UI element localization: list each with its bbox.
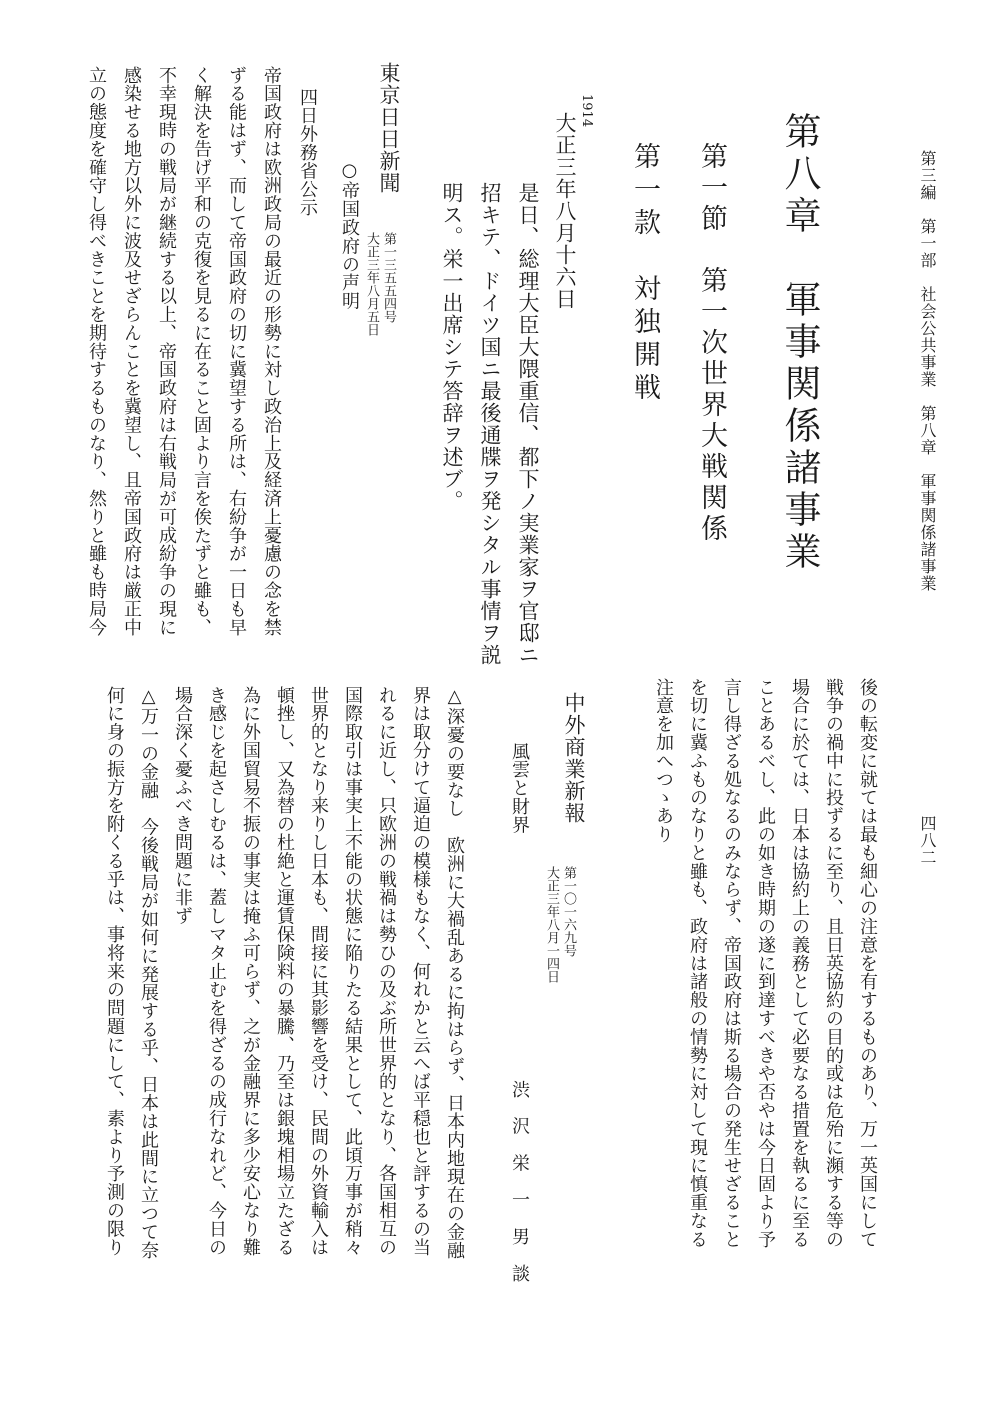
- source1-continuation-line-7: 注意を加へつゝあり: [653, 678, 674, 844]
- source1-continuation-line-5: 言し得ざる処なるのみならず、帝国政府は斯る場合の発生せざること: [721, 678, 742, 1249]
- entry-summary-line-3: 明ス。栄一出席シテ答辞ヲ述ブ。: [440, 182, 464, 512]
- source1-body-line-1: 帝国政府は欧洲政局の最近の形勢に対し政治上及経済上憂慮の念を禁: [261, 66, 282, 637]
- running-header: 第三編 第一部 社会公共事業 第八章 軍事関係諸事業: [918, 150, 937, 592]
- source2-article-title: 風雲と財界: [509, 742, 530, 834]
- source2-body-line-5: 世界的となり来りし日本も、間接に其影響を受け、民間の外資輸入は: [308, 686, 329, 1257]
- chapter-heading: 第八章 軍事関係諸事業: [778, 112, 821, 574]
- source1-body-line-5: 感染せる地方以外に波及せざらんことを冀望し、且帝国政府は厳正中: [121, 66, 142, 637]
- source2-body-line-1: △深憂の要なし 欧洲に大禍乱あるに拘はらず、日本内地現在の金融: [444, 686, 465, 1260]
- source1-subtitle: 四日外務省公示: [297, 88, 318, 217]
- source1-article-title: ○帝国政府の声明: [339, 160, 360, 311]
- source2-body-line-11: 何に身の振方を附くる乎は、事将来の問題にして、素より予測の限り: [104, 686, 125, 1257]
- entry-year: 1914: [579, 94, 594, 128]
- source2-newspaper: 中外商業新報: [562, 692, 586, 824]
- source1-newspaper: 東京日日新聞: [377, 62, 401, 194]
- source1-continuation-line-6: を切に冀ふものなりと雖も、政府は諸般の情勢に対して現に慎重なる: [687, 678, 708, 1249]
- entry-summary-line-2: 招キテ、ドイツ国ニ最後通牒ヲ発シタル事情ヲ説: [478, 182, 502, 666]
- source2-issue: 第一〇一六九号: [561, 866, 576, 957]
- page-number: 四八二: [918, 815, 937, 866]
- source1-body-line-4: 不幸現時の戦局が継続する以上、帝国政府は右戦局が可成紛争の現に: [156, 66, 177, 637]
- source2-body-line-3: れるに近し、只欧洲の戦禍は勢ひの及ぶ所世界的となり、各国相互の: [376, 686, 397, 1257]
- source1-continuation-line-1: 後の転変に就ては最も細心の注意を有するものあり、万一英国にして: [857, 678, 878, 1249]
- source2-body-line-7: 為に外国貿易不振の事実は掩ふ可らず、之が金融界に多少安心なり難: [240, 686, 261, 1257]
- source1-continuation-line-4: ことあるべし、此の如き時期の遂に到達すべきや否やは今日固より予: [755, 678, 776, 1249]
- source1-body-line-6: 立の態度を確守し得べきことを期待するものなり、然りと雖も時局今: [86, 66, 107, 637]
- source2-date: 大正三年八月一四日: [544, 866, 559, 983]
- source2-body-line-9: 場合深く憂ふべき問題に非ず: [172, 686, 193, 926]
- source2-body-line-8: き感じを起さしむるは、蓋しマタ止むを得ざるの成行なれど、今日の: [206, 686, 227, 1257]
- source2-author: 渋 沢 栄 一 男 談: [509, 1080, 530, 1283]
- source1-issue: 第一三五五四号: [381, 232, 396, 323]
- entry-summary-line-1: 是日、総理大臣大隈重信、都下ノ実業家ヲ官邸ニ: [516, 182, 540, 666]
- subsection-heading: 第一款 対独開戦: [629, 142, 660, 406]
- source1-date: 大正三年八月五日: [364, 232, 379, 336]
- source1-continuation-line-2: 戦争の禍中に投ずるに至り、且日英協約の目的或は危殆に瀕する等の: [823, 678, 844, 1249]
- source2-body-line-2: 界は取分けて逼迫の模様もなく、何れかと云へば平穏也と評するの当: [410, 686, 431, 1257]
- source1-body-line-2: ずる能はず、而して帝国政府の切に冀望する所は、右紛争が一日も早: [226, 66, 247, 637]
- source2-body-line-6: 頓挫し、又為替の杜絶と運賃保険料の暴騰、乃至は銀塊相場立たざる: [274, 686, 295, 1257]
- source1-continuation-line-3: 場合に於ては、日本は協約上の義務として必要なる措置を執るに至る: [789, 678, 810, 1249]
- source1-body-line-3: く解決を告げ平和の克復を見るに在ること固より言を俟たずと雖も、: [191, 66, 212, 637]
- source2-body-line-4: 国際取引は事実上不能の状態に陥りたる結果として、此頃万事が稍々: [342, 686, 363, 1257]
- section-heading: 第一節 第一次世界大戦関係: [696, 142, 727, 545]
- source2-body-line-10: △万一の金融 今後戦局が如何に発展する乎、日本は此間に立つて奈: [138, 686, 159, 1260]
- entry-date: 大正三年八月十六日: [553, 112, 577, 310]
